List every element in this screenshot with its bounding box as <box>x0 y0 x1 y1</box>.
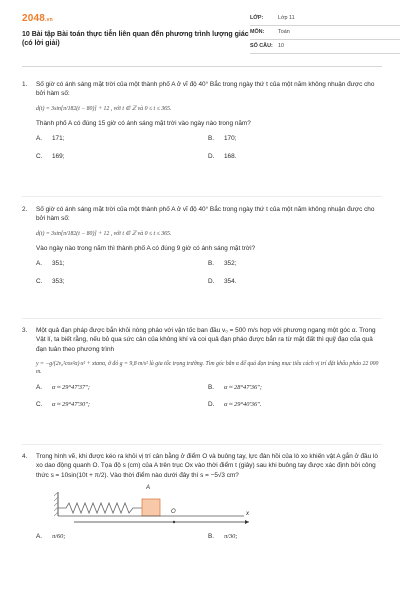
option-text: α ≈ 28°47′36″; <box>224 383 262 391</box>
question-1 <box>22 80 380 161</box>
spring-diagram <box>54 486 254 526</box>
question-number: 4. <box>22 453 28 460</box>
option-letter: D. <box>208 152 215 160</box>
header-divider <box>22 66 382 67</box>
answer-option-b[interactable] <box>208 383 380 392</box>
question-prompt: Vào ngày nào trong năm thì thành phố A có đúng 9 giờ có ánh sáng mặt trời? <box>36 244 256 252</box>
answer-option-b[interactable] <box>208 259 380 268</box>
question-divider <box>22 318 382 319</box>
document-header <box>22 12 382 64</box>
meta-value: Toán <box>278 28 290 35</box>
question-text: Số giờ có ánh sáng mặt trời của một thành phố A ở vĩ độ 40° Bắc trong ngày thứ t của một năm không nhuận được cho bởi hàm số: <box>36 81 375 98</box>
option-text: α ≈ 29°47′37″; <box>52 383 90 391</box>
option-text: 351; <box>52 260 65 268</box>
option-letter: C. <box>36 277 43 285</box>
meta-value: 10 <box>278 42 284 49</box>
answer-options <box>36 134 380 161</box>
answer-option-c[interactable] <box>36 400 208 409</box>
question-number: 3. <box>22 327 28 334</box>
figure-label-a: A <box>146 484 151 491</box>
question-number: 2. <box>22 206 28 213</box>
question-divider <box>22 196 382 197</box>
question-formula: d(t) = 3sin[π/182(t − 80)] + 12 , với t ∈ ℤ và 0 ≤ t ≤ 365. <box>36 105 172 112</box>
answer-option-b[interactable] <box>208 134 380 143</box>
question-text: Một quả đạn pháp được bắn khỏi nòng pháo với vận tốc ban đầu v₀ = 500 m/s hợp với phương ngang một góc α. Trong Vật lí, ta biết rằng, nếu bỏ qua sức cản của không khí và coi quả đạn pháo được bắn ra từ mặt đất thì quỹ đạo của quả đạn tuân theo phương trình <box>36 327 376 353</box>
site-logo[interactable] <box>22 12 53 27</box>
question-text: Số giờ có ánh sáng mặt trời của một thành phố A ở vĩ độ 40° Bắc trong ngày thứ t của một năm không nhuận được cho bởi hàm số: <box>36 206 375 223</box>
answer-options <box>36 383 380 410</box>
question-text: Trong hình vẽ, khi được kéo ra khỏi vị trí cân bằng ở điểm O và buông tay, lực đàn hồi của lò xo khiến vật A gắn ở đầu lò xo dao động quanh O. Tọa độ s (cm) của A trên trục Ox vào thời điểm t (giây) sau khi buông tay được xác định bởi công thức s = 10sin(10t + π/2). Vào thời điểm nào dưới đây thì s = −5√3 cm? <box>36 453 378 479</box>
question-number: 1. <box>22 81 28 88</box>
spring-coil <box>58 503 142 513</box>
question-formula: d(t) = 3sin[π/182(t − 80)] + 12 , với t ∈ ℤ và 0 ≤ t ≤ 365. <box>36 230 172 237</box>
answer-option-c[interactable] <box>36 277 208 286</box>
option-letter: B. <box>208 383 215 391</box>
answer-option-a[interactable] <box>36 134 208 143</box>
meta-row-class <box>250 12 400 26</box>
option-text: α ≈ 29°40′36″. <box>224 400 262 408</box>
option-letter: A. <box>36 260 43 268</box>
question-3 <box>22 326 380 409</box>
option-text: 169; <box>52 152 65 160</box>
figure-label-o: O <box>171 508 176 515</box>
option-letter: B. <box>208 532 215 540</box>
question-formula: y = −g/(2v₀²cos²α)·x² + xtanα, ở đó g = 9,8 m/s² là gia tốc trọng trường. Tìm góc bắn α để quả đạn trúng mục tiêu cách vị trí đặt khẩu pháo 22 000 m. <box>36 360 379 376</box>
question-4 <box>22 452 380 541</box>
meta-key: LỚP: <box>250 14 264 21</box>
meta-value: Lớp 11 <box>278 14 295 21</box>
question-2 <box>22 205 380 286</box>
meta-table <box>250 12 400 54</box>
axis-arrow <box>245 520 249 524</box>
figure-label-x: x <box>246 510 249 517</box>
option-text: π/30; <box>224 532 238 540</box>
answer-option-d[interactable] <box>208 277 380 286</box>
answer-option-b[interactable] <box>208 532 380 541</box>
option-text: 168. <box>224 152 237 160</box>
option-letter: D. <box>208 400 215 408</box>
question-divider <box>22 444 382 445</box>
option-text: 170; <box>224 135 237 143</box>
option-letter: C. <box>36 400 43 408</box>
answer-option-a[interactable] <box>36 383 208 392</box>
question-prompt: Thành phố A có đúng 15 giờ có ánh sáng mặt trời vào ngày nào trong năm? <box>36 119 251 127</box>
answer-options <box>36 259 380 286</box>
option-letter: D. <box>208 277 215 285</box>
option-letter: B. <box>208 135 215 143</box>
option-text: 352; <box>224 260 237 268</box>
answer-option-a[interactable] <box>36 259 208 268</box>
option-letter: A. <box>36 532 43 540</box>
option-text: 354. <box>224 277 237 285</box>
answer-option-c[interactable] <box>36 152 208 161</box>
mass-block <box>142 499 160 516</box>
meta-row-subject <box>250 26 400 40</box>
answer-option-d[interactable] <box>208 400 380 409</box>
option-text: 171; <box>52 135 65 143</box>
option-text: 353; <box>52 277 65 285</box>
document-title: 10 Bài tập Bài toán thực tiễn liên quan đến phương trình lượng giác (có lời giải) <box>22 31 249 48</box>
option-text: π/60; <box>52 532 66 540</box>
option-letter: B. <box>208 260 215 268</box>
logo-text: 2048 <box>22 13 46 24</box>
option-letter: C. <box>36 152 43 160</box>
wall-hatch <box>54 492 58 516</box>
meta-key: MÔN: <box>250 28 265 35</box>
logo-suffix: .vn <box>45 17 53 23</box>
option-text: α ≈ 29°47′30″; <box>52 400 90 408</box>
answer-option-d[interactable] <box>208 152 380 161</box>
answer-option-a[interactable] <box>36 532 208 541</box>
origin-point <box>173 521 175 523</box>
option-letter: A. <box>36 135 43 143</box>
spring-oscillator-figure <box>54 486 254 526</box>
option-letter: A. <box>36 383 43 391</box>
answer-options <box>36 532 380 541</box>
meta-row-count <box>250 40 400 54</box>
meta-key: SỐ CÂU: <box>250 42 273 49</box>
